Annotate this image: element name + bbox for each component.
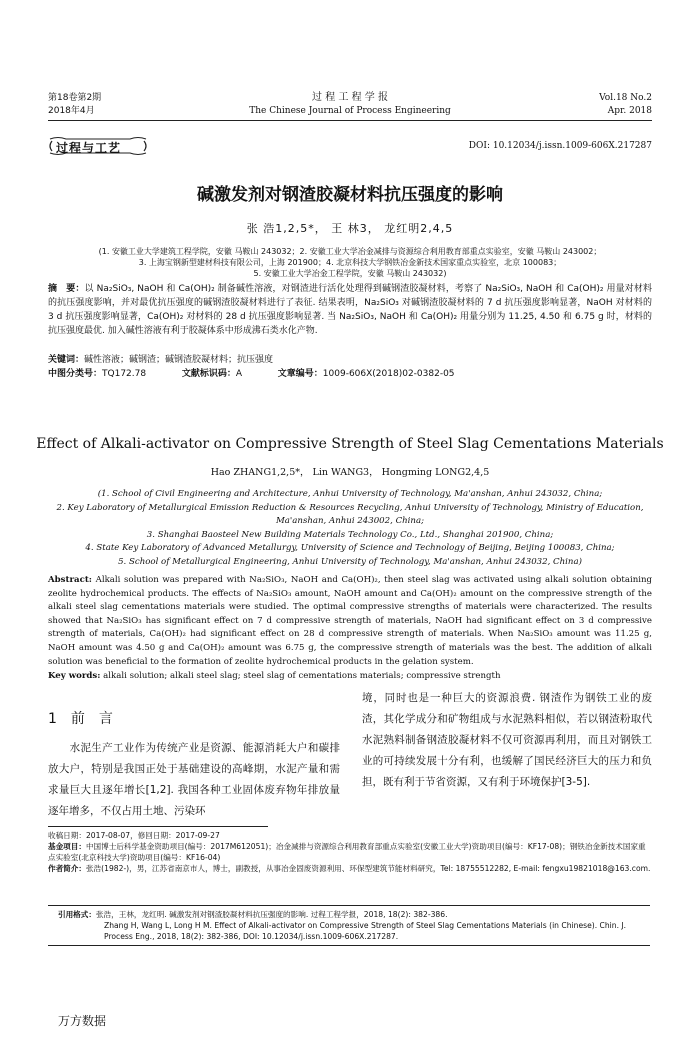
footnote-rule [48,826,268,827]
fund-label: 基金项目： [48,842,86,851]
clc-value: TQ172.78 [102,369,147,379]
date-zh: 2018年4月 [48,106,95,116]
citation-box [48,905,650,946]
keywords-en-text: alkali solution; alkali steel slag; steel slag of cementations materials; compressive strength [103,671,501,681]
citation-zh: 张浩，王林，龙红明. 碱激发剂对钢渣胶凝材料抗压强度的影响. 过程工程学报，2018, 18(2): 382-386. [95,910,448,919]
authors-en: Hao ZHANG1,2,5*， Lin WANG3， Hongming LONG2,4,5 [210,467,490,478]
affiliation-en-line: (1. School of Civil Engineering and Architecture, Anhui University of Technology, Ma'anshan, Anhui 243032, China; [97,489,603,499]
author-bio [48,863,652,874]
volume-issue-zh: 第18卷第2期 [48,93,102,103]
abstract-zh-text: 以 Na₂SiO₃, NaOH 和 Ca(OH)₂ 制备碱性溶液，对钢渣进行活化处理得到碱钢渣胶凝材料，考察了 Na₂SiO₃, NaOH 和 Ca(OH)₂ 用量对材料的抗压强度影响，并对最优抗压强度的碱钢渣胶凝材料进行了表征. 结果表明，Na₂SiO₃ 对碱钢渣胶凝材料的 7 d 抗压强度影响显著，NaOH 对材料的 3 d 抗压强度影响显著，Ca(OH)₂ 对材料的 28 d 抗压强度影响显著. 当 Na₂SiO₃, NaOH 和 Ca(OH)₂ 用量分别为 11.25, 4.50 和 6.75 g 时，材料的抗压强度最优. 加入碱性溶液有利于胶凝体系中形成沸石类水化产物. [48,284,652,336]
abstract-en [48,574,652,669]
abstract-en-label: Abstract: [48,575,92,585]
affiliation-en-line: 2. Key Laboratory of Metallurgical Emission Reduction & Resources Recycling, Anhui University of Technology, Ministry of Education, [56,502,644,513]
doc-code-value: A [235,369,243,379]
affiliation-zh-line: (1. 安徽工业大学建筑工程学院，安徽 马鞍山 243032；2. 安徽工业大学冶金减排与资源综合利用教育部重点实验室，安徽 马鞍山 243002； [98,247,602,256]
affiliation-en-line: Ma'anshan, Anhui 243002, China; [276,516,424,526]
classification [48,367,652,381]
author-bio-text: 张浩(1982-)，男，江苏省南京市人，博士，副教授，从事冶金固废资源利用、环保型建筑节能材料研究，Tel: 18755512282, E-mail: fengxu19821018@163.com. [85,864,651,873]
fund-info [48,841,652,863]
affiliation-zh-line: 5. 安徽工业大学冶金工程学院，安徽 马鞍山 243032) [253,269,447,278]
title-zh: 碱激发剂对钢渣胶凝材料抗压强度的影响 [197,185,503,205]
abstract-zh [48,282,652,338]
footnotes [48,830,652,874]
intro-right-column: 境，同时也是一种巨大的资源浪费. 钢渣作为钢铁工业的废渣，其化学成分和矿物组成与水泥熟料相似，若以钢渣粉取代水泥熟料制备钢渣胶凝材料不仅可资源再利用，而且对钢铁工业的可持续发展十分有利，也缓解了国民经济巨大的压力和负担，既有利于节省资源，又有利于环境保护[3-5]. [362,692,652,788]
abstract-en-text: Alkali solution was prepared with Na₂SiO₃, NaOH and Ca(OH)₂, then steel slag was activated using alkali solution obtaining zeolite hydrochemical products. The effects of Na₂SiO₃ amount, NaOH amount and Ca(OH)₂ amount on the compressive strength of the alkali steel slag cementations materials were studied. The optimal compressive strengths of materials were characterized. The results showed that Na₂SiO₃ has significant effect on 7 d compressive strength of materials, NaOH had significant effect on 3 d compressive strength of materials, Ca(OH)₂ had significant effect on 28 d compressive strength of materials. When Na₂SiO₃ amount was 11.25 g, NaOH amount was 4.50 g and Ca(OH)₂ amount was 6.75 g, the compressive strength of materials was the best. The addition of alkali solution was beneficial to the formation of zeolite hydrochemical products in the gelation system. [48,575,653,667]
abstract-zh-label: 摘 要： [48,284,85,294]
affiliation-zh-line: 3. 上海宝钢新型建材科技有限公司，上海 201900；4. 北京科技大学钢铁冶金新技术国家重点实验室，北京 100083； [138,258,562,267]
intro-left-column: 水泥生产工业作为传统产业是资源、能源消耗大户和碳排放大户，特别是我国正处于基础建设的高峰期，水泥产量和需求量巨大且逐年增长[1,2]. 我国各种工业固体废弃物年排放量逐年增多，不仅占用土地、污染环 [48,742,340,817]
citation-en: Zhang H, Wang L, Long H M. Effect of Alkali-activator on Compressive Strength of Steel Slag Cementations Materials (in Chinese). Chin. J. Process Eng., 2018, 18(2): 382-386, DOI: 10.12034/j.issn.1009-606X.217287. [104,921,627,941]
received-date: 收稿日期：2017-08-07，修回日期：2017-09-27 [48,831,220,840]
author-bio-label: 作者简介： [48,864,86,873]
date-en: Apr. 2018 [607,106,652,116]
authors-zh: 张 浩1,2,5*， 王 林3， 龙红明2,4,5 [246,222,454,235]
journal-title-en: The Chinese Journal of Process Engineering [249,106,451,116]
watermark: 万方数据 [58,1014,107,1028]
keywords-en-label: Key words: [48,671,101,681]
keywords-en [48,670,652,684]
citation-line-zh [48,909,650,920]
doi: DOI: 10.12034/j.issn.1009-606X.217287 [468,141,652,151]
affiliation-en-line: 3. Shanghai Baosteel New Building Materials Technology Co., Ltd., Shanghai 201900, China; [146,529,554,540]
section-heading: 1 前 言 [48,711,113,727]
keywords-zh-label: 关键词： [48,355,85,365]
header-rule [48,120,652,121]
affiliation-en-line: 5. School of Metallurgical Engineering, Anhui University of Technology, Ma'anshan, Anhui 243032, China) [118,556,582,567]
fund-text: 中国博士后科学基金资助项目(编号：2017M612051)；冶金减排与资源综合利用教育部重点实验室(安徽工业大学)资助项目(编号：KF17-08)；钢铁冶金新技术国家重点实验室(北京科技大学)资助项目(编号：KF16-04) [48,842,646,862]
article-number-label: 文章编号： [277,369,323,379]
keywords-zh [48,353,652,367]
affiliations-en [30,488,670,569]
logo-text: 过程与工艺 [56,141,122,155]
clc-label: 中图分类号： [48,369,103,379]
citation-label: 引用格式： [58,910,96,919]
article-number-value: 1009-606X(2018)02-0382-05 [322,369,455,379]
affiliations-zh [40,246,660,279]
journal-title-zh: 过 程 工 程 学 报 [312,92,388,103]
affiliation-en-line: 4. State Key Laboratory of Advanced Metallurgy, University of Science and Technology of Beijing, Beijing 100083, China; [85,543,615,553]
journal-column-logo [48,136,148,156]
doc-code-label: 文献标识码： [181,369,236,379]
volume-issue-en: Vol.18 No.2 [599,93,652,103]
keywords-zh-text: 碱性溶液；碱钢渣；碱钢渣胶凝材料；抗压强度 [84,355,274,365]
title-en: Effect of Alkali-activator on Compressive Strength of Steel Slag Cementations Materials [36,436,664,452]
